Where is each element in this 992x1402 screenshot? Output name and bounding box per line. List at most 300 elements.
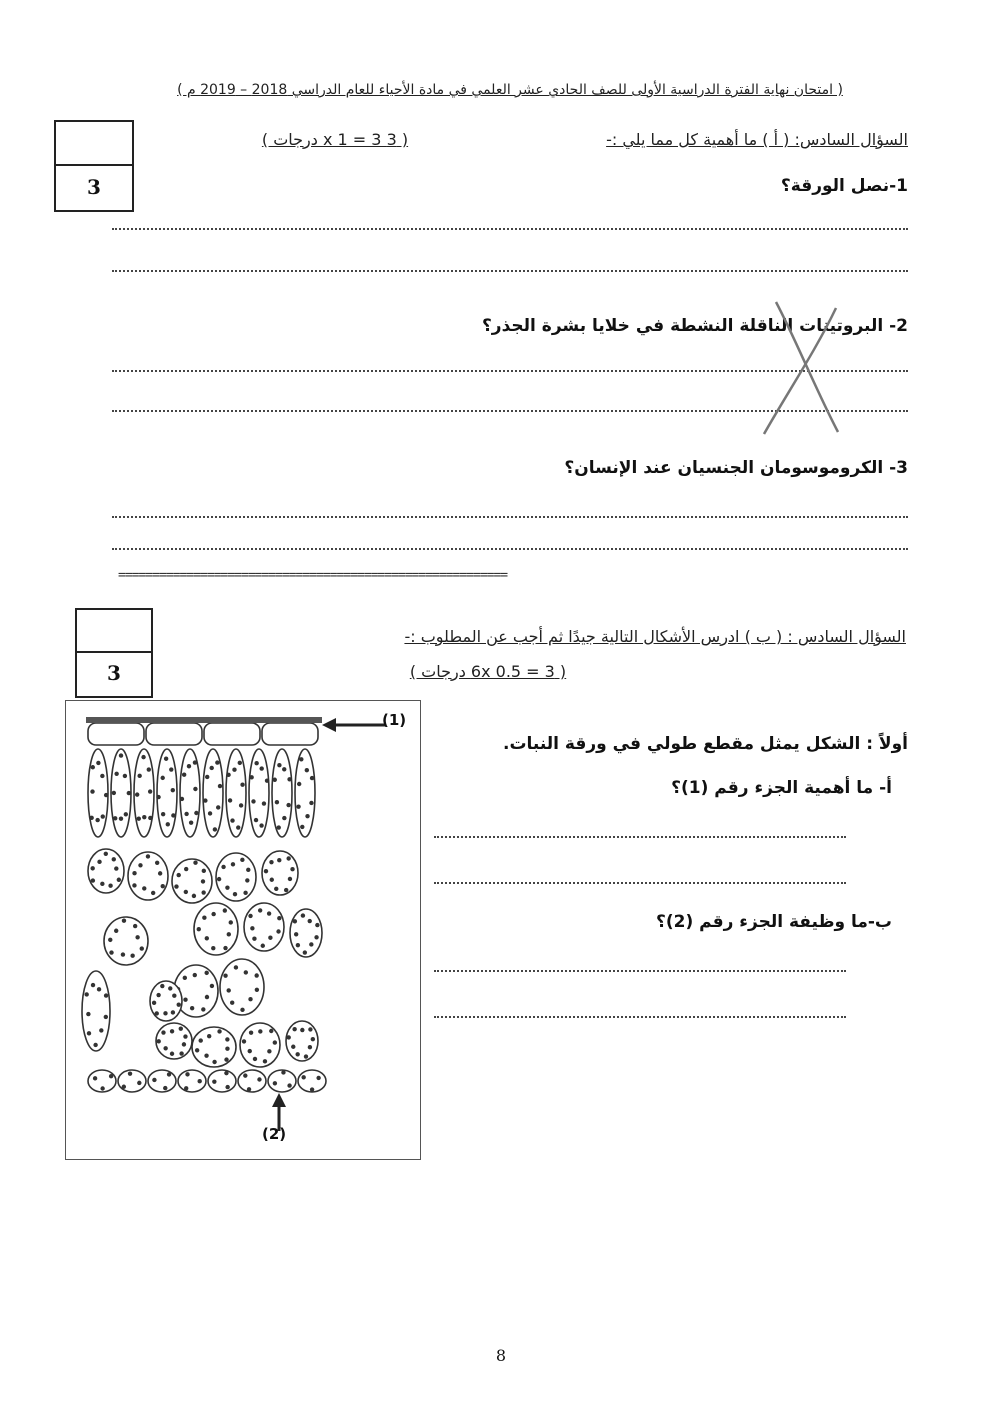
chloroplast xyxy=(108,938,112,942)
chloroplast xyxy=(109,1074,113,1078)
chloroplast xyxy=(182,1042,186,1046)
chloroplast xyxy=(197,927,201,931)
chloroplast xyxy=(295,1052,299,1056)
chloroplast xyxy=(213,827,217,831)
chloroplast xyxy=(142,815,146,819)
chloroplast xyxy=(114,772,118,776)
chloroplast xyxy=(161,1030,165,1034)
palisade-cell xyxy=(295,749,315,837)
lower-epidermis-cell xyxy=(238,1070,266,1092)
chloroplast xyxy=(248,1049,252,1053)
lower-epidermis-cell xyxy=(208,1070,236,1092)
score-box-a-value: 3 xyxy=(87,175,101,199)
chloroplast xyxy=(277,858,281,862)
chloroplast xyxy=(248,914,252,918)
chloroplast xyxy=(293,919,297,923)
chloroplast xyxy=(276,929,280,933)
chloroplast xyxy=(247,1087,251,1091)
palisade-cell xyxy=(203,749,223,837)
chloroplast xyxy=(249,775,253,779)
answer-line[interactable] xyxy=(434,970,846,972)
chloroplast xyxy=(86,1012,90,1016)
chloroplast xyxy=(284,888,288,892)
chloroplast xyxy=(227,988,231,992)
chloroplast xyxy=(254,761,258,765)
answer-line[interactable] xyxy=(112,228,908,230)
chloroplast xyxy=(265,779,269,783)
chloroplast xyxy=(104,993,108,997)
page-number: 8 xyxy=(495,1346,507,1365)
chloroplast xyxy=(277,763,281,767)
chloroplast xyxy=(193,760,197,764)
chloroplast xyxy=(296,804,300,808)
chloroplast xyxy=(128,1071,132,1075)
chloroplast xyxy=(104,793,108,797)
chloroplast xyxy=(287,1035,291,1039)
chloroplast xyxy=(315,923,319,927)
chloroplast xyxy=(257,1077,261,1081)
chloroplast xyxy=(308,1027,312,1031)
chloroplast xyxy=(301,1075,305,1079)
chloroplast xyxy=(152,1078,156,1082)
spongy-cell xyxy=(262,851,298,895)
chloroplast xyxy=(109,950,113,954)
question-a1: 1-نصل الورقة؟ xyxy=(780,176,908,196)
chloroplast xyxy=(309,801,313,805)
chloroplast xyxy=(225,885,229,889)
chloroplast xyxy=(301,913,305,917)
chloroplast xyxy=(96,761,100,765)
chloroplast xyxy=(263,1059,267,1063)
section-b-marks: ( 6x 0.5 = 3 درجات ) xyxy=(409,662,567,681)
chloroplast xyxy=(155,1011,159,1015)
chloroplast xyxy=(211,946,215,950)
chloroplast xyxy=(230,818,234,822)
chloroplast xyxy=(300,1028,304,1032)
chloroplast xyxy=(269,1029,273,1033)
chloroplast xyxy=(249,1030,253,1034)
chloroplast xyxy=(119,753,123,757)
chloroplast xyxy=(133,924,137,928)
chloroplast xyxy=(240,1008,244,1012)
chloroplast xyxy=(112,791,116,795)
chloroplast xyxy=(259,823,263,827)
section-b-title: السؤال السادس : ( ب ) ادرس الأشكال التالية جيدًا ثم أجب عن المطلوب :- xyxy=(404,627,906,646)
chloroplast xyxy=(287,1083,291,1087)
chloroplast xyxy=(183,976,187,980)
chloroplast xyxy=(311,1037,315,1041)
chloroplast xyxy=(203,798,207,802)
chloroplast xyxy=(151,891,155,895)
palisade-cell xyxy=(249,749,269,837)
chloroplast xyxy=(100,1086,104,1090)
chloroplast xyxy=(268,936,272,940)
chloroplast xyxy=(233,892,237,896)
chloroplast xyxy=(282,767,286,771)
palisade-cell xyxy=(226,749,246,837)
chloroplast xyxy=(104,1015,108,1019)
chloroplast xyxy=(146,854,150,858)
spongy-cell xyxy=(244,903,284,951)
chloroplast xyxy=(158,871,162,875)
section-separator: ========================================================= xyxy=(118,568,508,583)
chloroplast xyxy=(91,765,95,769)
chloroplast xyxy=(163,1046,167,1050)
chloroplast xyxy=(182,773,186,777)
chloroplast xyxy=(246,868,250,872)
chloroplast xyxy=(184,867,188,871)
chloroplast xyxy=(90,789,94,793)
chloroplast xyxy=(171,1010,175,1014)
chloroplast xyxy=(108,884,112,888)
chloroplast xyxy=(91,878,95,882)
chloroplast xyxy=(101,814,105,818)
chloroplast xyxy=(127,791,131,795)
chloroplast xyxy=(296,943,300,947)
chloroplast xyxy=(177,1002,181,1006)
chloroplast xyxy=(218,784,222,788)
chloroplast xyxy=(161,776,165,780)
chloroplast xyxy=(179,1051,183,1055)
chloroplast xyxy=(114,866,118,870)
chloroplast xyxy=(210,766,214,770)
chloroplast xyxy=(141,755,145,759)
chloroplast xyxy=(245,878,249,882)
score-box-a xyxy=(54,120,134,212)
chloroplast xyxy=(210,984,214,988)
section-a-marks: ( 3 x 1 = 3 درجات ) xyxy=(261,130,409,149)
chloroplast xyxy=(183,1034,187,1038)
question-b-b: ب-ما وظيفة الجزء رقم (2)؟ xyxy=(655,912,892,932)
chloroplast xyxy=(185,1072,189,1076)
chloroplast xyxy=(267,911,271,915)
chloroplast xyxy=(97,987,101,991)
question-a2: 2- البروتينات الناقلة النشطة في خلايا بشرة الجذر؟ xyxy=(481,316,908,336)
chloroplast xyxy=(250,926,254,930)
question-b-a: أ- ما أهمية الجزء رقم (1)؟ xyxy=(671,778,892,798)
chloroplast xyxy=(225,1085,229,1089)
chloroplast xyxy=(314,935,318,939)
chloroplast xyxy=(217,877,221,881)
chloroplast xyxy=(160,984,164,988)
chloroplast xyxy=(267,1049,271,1053)
chloroplast xyxy=(199,1038,203,1042)
chloroplast xyxy=(163,1086,167,1090)
chloroplast xyxy=(201,1007,205,1011)
answer-line[interactable] xyxy=(434,882,846,884)
chloroplast xyxy=(93,1076,97,1080)
chloroplast xyxy=(208,811,212,815)
answer-line[interactable] xyxy=(112,516,908,518)
chloroplast xyxy=(179,1026,183,1030)
lower-epidermis-cell xyxy=(148,1070,176,1092)
chloroplast xyxy=(156,993,160,997)
chloroplast xyxy=(223,946,227,950)
chloroplast xyxy=(300,825,304,829)
leaf-section-diagram xyxy=(66,701,420,1159)
chloroplast xyxy=(240,858,244,862)
chloroplast xyxy=(292,1027,296,1031)
cross-mark-icon xyxy=(756,300,846,440)
chloroplast xyxy=(168,986,172,990)
chloroplast xyxy=(87,1031,91,1035)
chloroplast xyxy=(194,811,198,815)
chloroplast xyxy=(137,774,141,778)
score-box-b xyxy=(75,608,153,698)
score-box-b-blank xyxy=(77,610,151,653)
chloroplast xyxy=(193,787,197,791)
chloroplast xyxy=(224,1071,228,1075)
chloroplast xyxy=(239,803,243,807)
spongy-cell xyxy=(220,959,264,1015)
chloroplast xyxy=(290,867,294,871)
chloroplast xyxy=(202,869,206,873)
chloroplast xyxy=(277,825,281,829)
label-2: (2) xyxy=(262,1125,287,1143)
chloroplast xyxy=(119,816,123,820)
chloroplast xyxy=(205,775,209,779)
chloroplast xyxy=(177,873,181,877)
chloroplast xyxy=(201,879,205,883)
epidermis-cell xyxy=(88,723,144,745)
chloroplast xyxy=(238,761,242,765)
chloroplast xyxy=(297,782,301,786)
chloroplast xyxy=(225,1047,229,1051)
chloroplast xyxy=(161,884,165,888)
chloroplast xyxy=(95,818,99,822)
chloroplast xyxy=(221,865,225,869)
score-box-a-blank xyxy=(56,122,132,166)
chloroplast xyxy=(90,866,94,870)
chloroplast xyxy=(248,997,252,1001)
chloroplast xyxy=(308,919,312,923)
chloroplast xyxy=(231,862,235,866)
chloroplast xyxy=(142,886,146,890)
chloroplast xyxy=(236,825,240,829)
arrow-1-head xyxy=(322,718,336,732)
chloroplast xyxy=(202,916,206,920)
leaf-section-figure xyxy=(65,700,421,1160)
answer-line[interactable] xyxy=(112,548,908,550)
chloroplast xyxy=(171,788,175,792)
chloroplast xyxy=(273,1081,277,1085)
chloroplast xyxy=(100,774,104,778)
chloroplast xyxy=(261,944,265,948)
chloroplast xyxy=(169,767,173,771)
chloroplast xyxy=(227,932,231,936)
chloroplast xyxy=(223,908,227,912)
chloroplast xyxy=(187,764,191,768)
chloroplast xyxy=(309,942,313,946)
chloroplast xyxy=(99,1028,103,1032)
chloroplast xyxy=(122,1085,126,1089)
chloroplast xyxy=(193,861,197,865)
exam-header: ( امتحان نهاية الفترة الدراسية الأولى للصف الحادي عشر العلمي في مادة الأحياء للعام الدراسي 2018 – 2019 م ) xyxy=(177,82,843,98)
chloroplast xyxy=(132,871,136,875)
chloroplast xyxy=(254,973,258,977)
chloroplast xyxy=(228,798,232,802)
chloroplast xyxy=(230,1001,234,1005)
chloroplast xyxy=(211,912,215,916)
chloroplast xyxy=(132,883,136,887)
section-b-intro: أولاً : الشكل يمثل مقطع طولي في ورقة النبات. xyxy=(503,734,908,754)
chloroplast xyxy=(251,799,255,803)
chloroplast xyxy=(244,970,248,974)
chloroplast xyxy=(310,1087,314,1091)
chloroplast xyxy=(207,1034,211,1038)
chloroplast xyxy=(215,760,219,764)
chloroplast xyxy=(273,1040,277,1044)
chloroplast xyxy=(316,1076,320,1080)
chloroplast xyxy=(234,965,238,969)
chloroplast xyxy=(303,950,307,954)
chloroplast xyxy=(205,936,209,940)
chloroplast xyxy=(277,916,281,920)
chloroplast xyxy=(243,891,247,895)
epidermis-cell xyxy=(262,723,318,745)
chloroplast xyxy=(258,1029,262,1033)
answer-line[interactable] xyxy=(434,1016,846,1018)
chloroplast xyxy=(148,816,152,820)
chloroplast xyxy=(299,757,303,761)
chloroplast xyxy=(252,937,256,941)
chloroplast xyxy=(184,812,188,816)
epidermis-cell xyxy=(146,723,202,745)
section-a-title: السؤال السادس: ( أ ) ما أهمية كل مما يلي :- xyxy=(606,130,908,149)
chloroplast xyxy=(84,992,88,996)
chloroplast xyxy=(104,852,108,856)
chloroplast xyxy=(184,1086,188,1090)
chloroplast xyxy=(216,805,220,809)
chloroplast xyxy=(262,801,266,805)
chloroplast xyxy=(117,878,121,882)
chloroplast xyxy=(123,774,127,778)
cuticle xyxy=(86,717,322,723)
chloroplast xyxy=(140,946,144,950)
chloroplast xyxy=(197,1079,201,1083)
chloroplast xyxy=(121,952,125,956)
chloroplast xyxy=(205,995,209,999)
label-1: (1) xyxy=(382,711,407,729)
chloroplast xyxy=(273,778,277,782)
chloroplast xyxy=(204,1053,208,1057)
chloroplast xyxy=(130,954,134,958)
chloroplast xyxy=(148,789,152,793)
chloroplast xyxy=(305,768,309,772)
chloroplast xyxy=(229,920,233,924)
chloroplast xyxy=(189,820,193,824)
chloroplast xyxy=(269,860,273,864)
chloroplast xyxy=(264,869,268,873)
palisade-cell xyxy=(272,749,292,837)
chloroplast xyxy=(275,800,279,804)
chloroplast xyxy=(310,776,314,780)
spongy-cell xyxy=(82,971,110,1051)
chloroplast xyxy=(304,1054,308,1058)
chloroplast xyxy=(166,822,170,826)
chloroplast xyxy=(135,792,139,796)
chloroplast xyxy=(138,863,142,867)
chloroplast xyxy=(274,887,278,891)
chloroplast xyxy=(137,1081,141,1085)
chloroplast xyxy=(137,816,141,820)
chloroplast xyxy=(270,878,274,882)
chloroplast xyxy=(242,1039,246,1043)
chloroplast xyxy=(254,818,258,822)
arrow-2-head xyxy=(272,1093,286,1107)
chloroplast xyxy=(124,812,128,816)
chloroplast xyxy=(224,1057,228,1061)
chloroplast xyxy=(147,767,151,771)
chloroplast xyxy=(171,813,175,817)
chloroplast xyxy=(183,998,187,1002)
chloroplast xyxy=(172,993,176,997)
chloroplast xyxy=(170,1052,174,1056)
chloroplast xyxy=(112,857,116,861)
chloroplast xyxy=(286,856,290,860)
chloroplast xyxy=(152,1001,156,1005)
chloroplast xyxy=(180,797,184,801)
chloroplast xyxy=(157,1039,161,1043)
chloroplast xyxy=(259,766,263,770)
question-a3: 3- الكروموسومان الجنسيان عند الإنسان؟ xyxy=(564,458,908,478)
chloroplast xyxy=(258,908,262,912)
chloroplast xyxy=(192,894,196,898)
chloroplast xyxy=(223,973,227,977)
answer-line[interactable] xyxy=(434,836,846,838)
chloroplast xyxy=(288,877,292,881)
chloroplast xyxy=(113,816,117,820)
chloroplast xyxy=(291,1045,295,1049)
chloroplast xyxy=(255,988,259,992)
chloroplast xyxy=(135,935,139,939)
chloroplast xyxy=(286,803,290,807)
chloroplast xyxy=(294,932,298,936)
answer-line[interactable] xyxy=(112,270,908,272)
score-box-b-value: 3 xyxy=(107,661,121,685)
chloroplast xyxy=(204,971,208,975)
chloroplast xyxy=(226,773,230,777)
chloroplast xyxy=(193,973,197,977)
chloroplast xyxy=(305,814,309,818)
chloroplast xyxy=(184,890,188,894)
chloroplast xyxy=(91,983,95,987)
chloroplast xyxy=(174,884,178,888)
chloroplast xyxy=(195,1048,199,1052)
chloroplast xyxy=(287,777,291,781)
spongy-cell xyxy=(128,852,168,900)
chloroplast xyxy=(167,1072,171,1076)
chloroplast xyxy=(170,1029,174,1033)
chloroplast xyxy=(164,757,168,761)
chloroplast xyxy=(225,1037,229,1041)
chloroplast xyxy=(156,795,160,799)
chloroplast xyxy=(240,783,244,787)
chloroplast xyxy=(89,816,93,820)
chloroplast xyxy=(243,1073,247,1077)
chloroplast xyxy=(212,1079,216,1083)
chloroplast xyxy=(232,768,236,772)
chloroplast xyxy=(281,1070,285,1074)
chloroplast xyxy=(253,1057,257,1061)
chloroplast xyxy=(100,882,104,886)
chloroplast xyxy=(93,1043,97,1047)
epidermis-cell xyxy=(204,723,260,745)
chloroplast xyxy=(122,919,126,923)
chloroplast xyxy=(282,816,286,820)
chloroplast xyxy=(161,812,165,816)
chloroplast xyxy=(217,1029,221,1033)
